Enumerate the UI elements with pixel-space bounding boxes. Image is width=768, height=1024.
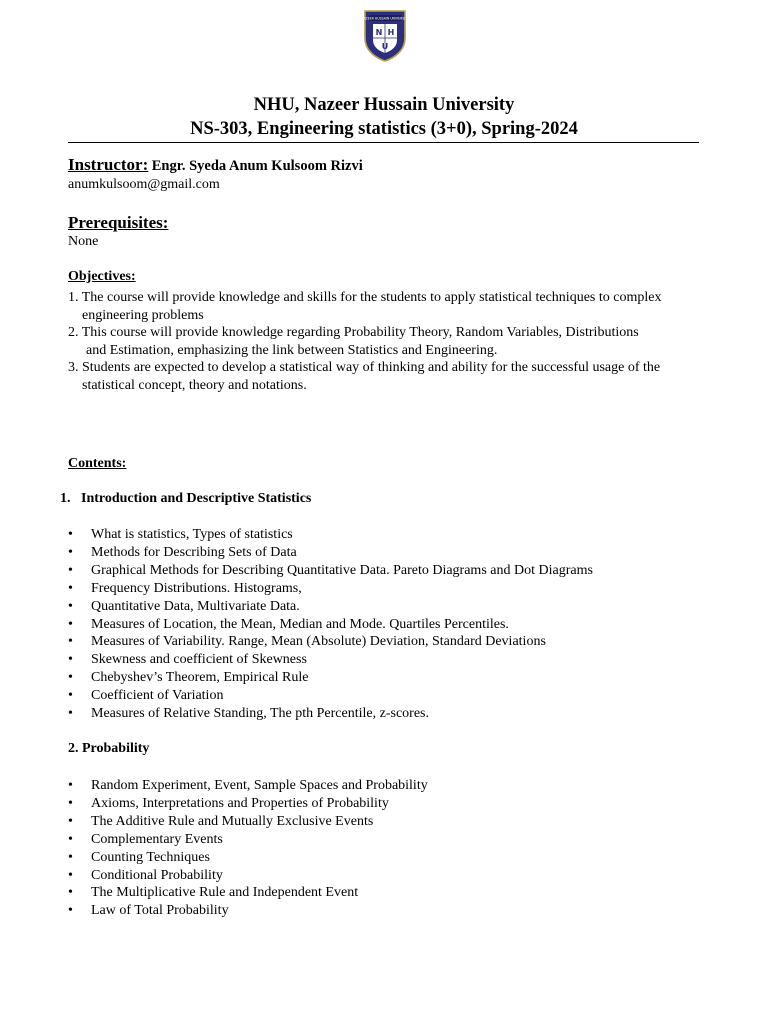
list-item: • Random Experiment, Event, Sample Spaces and Probability (68, 777, 428, 795)
instructor-email: anumkulsoom@gmail.com (68, 177, 220, 192)
section-1-number: 1. (60, 491, 71, 506)
objective-item-1-line2: engineering problems (82, 307, 204, 323)
list-item: • The Additive Rule and Mutually Exclusive Events (68, 813, 428, 831)
prerequisites-value: None (68, 234, 99, 249)
list-item: • Chebyshev’s Theorem, Empirical Rule (68, 669, 593, 687)
list-item: • Law of Total Probability (68, 902, 428, 920)
instructor-name: Engr. Syeda Anum Kulsoom Rizvi (151, 158, 363, 174)
university-title: NHU, Nazeer Hussain University (253, 95, 515, 115)
objective-item-3-line2: statistical concept, theory and notations. (82, 377, 307, 393)
list-item: • Measures of Location, the Mean, Median and Mode. Quartiles Percentiles. (68, 616, 593, 634)
instructor-line (68, 156, 699, 176)
svg-text:NAZEER HUSSAIN UNIVERSITY: NAZEER HUSSAIN UNIVERSITY (361, 16, 409, 21)
list-item: • Graphical Methods for Describing Quantitative Data. Pareto Diagrams and Dot Diagrams (68, 562, 593, 580)
objective-item-2-line1: 2. This course will provide knowledge regarding Probability Theory, Random Variables, Distributions (68, 325, 639, 340)
list-item: • Conditional Probability (68, 867, 428, 885)
list-item: • The Multiplicative Rule and Independent Event (68, 884, 428, 902)
list-item: • Complementary Events (68, 831, 428, 849)
svg-text:H: H (387, 28, 395, 37)
prerequisites-heading: Prerequisites: (68, 213, 169, 232)
list-item: • Axioms, Interpretations and Properties of Probability (68, 795, 428, 813)
objective-item-1-line1: 1. The course will provide knowledge and skills for the students to apply statistical techniques to complex (68, 290, 662, 305)
header-divider (68, 142, 699, 143)
svg-text:U: U (381, 42, 389, 51)
university-crest-icon (361, 8, 409, 62)
section-2-list (68, 777, 428, 920)
objective-item-3-line1: 3. Students are expected to develop a statistical way of thinking and ability for the successful usage of the (68, 360, 661, 375)
list-item: • Coefficient of Variation (68, 687, 593, 705)
objectives-heading: Objectives: (68, 269, 136, 284)
list-item: • Frequency Distributions. Histograms, (68, 580, 593, 598)
contents-heading: Contents: (68, 456, 127, 471)
objective-item-2-line2: and Estimation, emphasizing the link between Statistics and Engineering. (86, 342, 498, 358)
section-1-title: Introduction and Descriptive Statistics (81, 491, 312, 506)
svg-text:N: N (375, 28, 383, 37)
list-item: • Methods for Describing Sets of Data (68, 544, 593, 562)
section-1-heading (60, 490, 691, 508)
list-item: • What is statistics, Types of statistics (68, 526, 593, 544)
list-item: • Counting Techniques (68, 849, 428, 867)
section-2-heading: 2. Probability (68, 741, 150, 756)
course-title: NS-303, Engineering statistics (3+0), Spring-2024 (190, 119, 578, 139)
list-item: • Skewness and coefficient of Skewness (68, 651, 593, 669)
section-1-list (68, 526, 593, 723)
objectives-list (68, 289, 699, 394)
list-item: • Measures of Relative Standing, The pth Percentile, z-scores. (68, 705, 593, 723)
instructor-label: Instructor: (68, 155, 149, 174)
list-item: • Measures of Variability. Range, Mean (Absolute) Deviation, Standard Deviations (68, 633, 593, 651)
list-item: • Quantitative Data, Multivariate Data. (68, 598, 593, 616)
